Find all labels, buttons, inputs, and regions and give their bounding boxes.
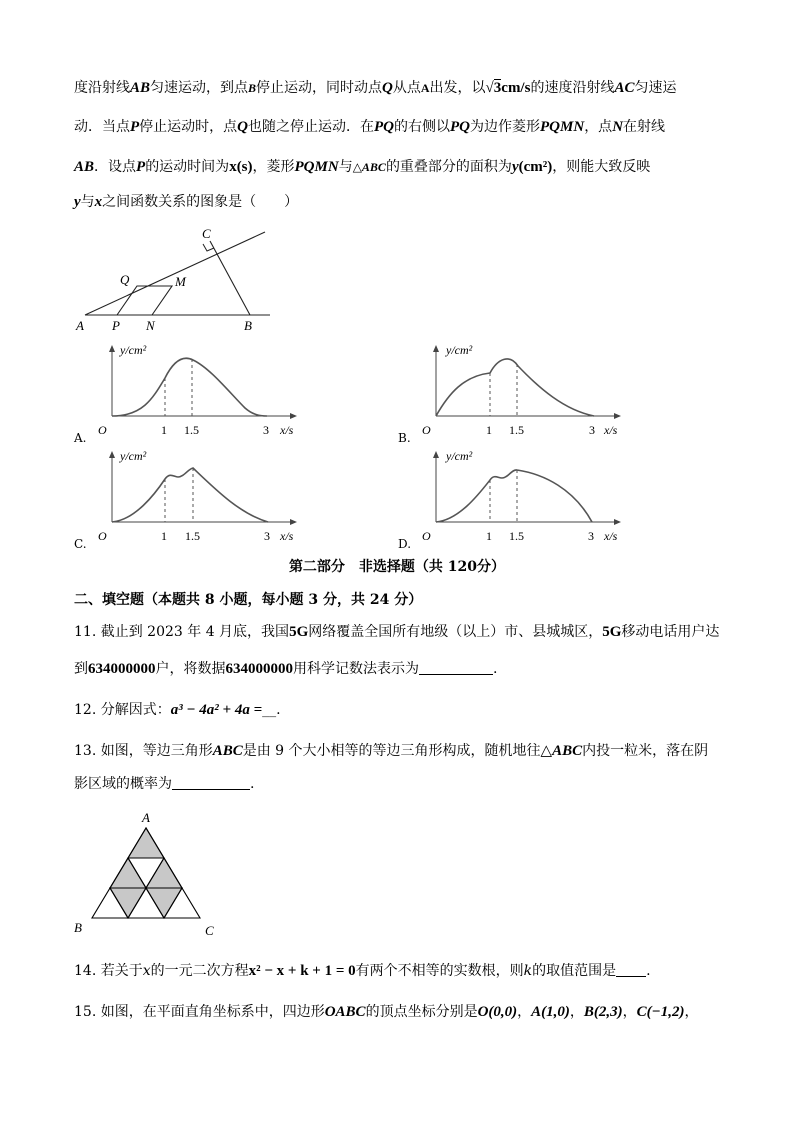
- math-b: B: [248, 81, 257, 95]
- text: ，点: [584, 119, 613, 135]
- answer-blank[interactable]: [419, 660, 493, 675]
- speed-value: √3cm/s: [485, 80, 531, 96]
- graph-option-d: [414, 444, 634, 544]
- text: 内投一粒米，落在阴: [582, 743, 709, 759]
- label-b: B: [74, 920, 82, 935]
- tick-3: 3: [263, 423, 269, 437]
- graph-option-b: [414, 338, 634, 438]
- curve: [112, 358, 267, 416]
- curve: [436, 470, 592, 522]
- y-label: y/cm²: [120, 343, 147, 357]
- text: 户，将数据: [155, 661, 226, 677]
- text: 匀速运动，到点: [150, 80, 249, 96]
- q12-line: [74, 700, 281, 720]
- q15-line: 15. 如图，在平面直角坐标系中，四边形OABC的顶点坐标分别是O(0,0)，A(1,0)，B(2,3)，C(−1,2)，: [74, 1004, 699, 1020]
- tick-1: 1: [161, 529, 167, 543]
- math-ab: AB: [74, 159, 95, 175]
- text: 的一元二次方程: [150, 963, 249, 979]
- y-arrow: [433, 345, 439, 352]
- label-b: B: [244, 318, 252, 333]
- math-y: y: [511, 159, 519, 175]
- q10-line-3: [74, 157, 650, 177]
- question-number: 15.: [74, 1004, 97, 1020]
- tick-3: 3: [264, 529, 270, 543]
- text: 的运动时间为: [145, 159, 230, 175]
- math-q: Q: [237, 119, 249, 135]
- text: 的取值范围是: [532, 963, 617, 979]
- math-abc: ABC: [212, 743, 243, 759]
- x-arrow: [290, 519, 297, 525]
- origin-label: O: [98, 529, 107, 543]
- q13-triangle-figure: [70, 805, 230, 940]
- q11-line-1: [74, 622, 719, 642]
- math-number: 634000000: [225, 661, 293, 677]
- text: 停止运动时，点: [139, 119, 238, 135]
- label-p: P: [112, 318, 120, 333]
- option-d-label[interactable]: D.: [398, 537, 412, 551]
- tick-1.5: 1.5: [184, 423, 199, 437]
- x-label: x/s: [280, 529, 294, 543]
- text: 度沿射线: [74, 80, 130, 96]
- text: .: [250, 776, 255, 792]
- text: 若关于: [100, 963, 143, 979]
- q10-line-1: [74, 78, 676, 98]
- text: 有两个不相等的实数根，则: [355, 963, 524, 979]
- tick-1: 1: [486, 529, 492, 543]
- shaded-triangle: [110, 888, 146, 918]
- answer-blank[interactable]: __.: [262, 702, 281, 718]
- text: 的重叠部分的面积为: [385, 159, 512, 175]
- text: 为边作菱形: [470, 119, 541, 135]
- curve: [436, 359, 594, 416]
- text: ，菱形: [252, 159, 295, 175]
- x-arrow: [614, 413, 621, 419]
- question-number: 12.: [74, 702, 97, 718]
- shaded-triangle: [128, 828, 164, 858]
- curve: [112, 468, 268, 522]
- math-5g: 5G: [602, 624, 622, 640]
- shaded-triangle: [146, 858, 182, 888]
- x-label: x/s: [604, 423, 618, 437]
- point-o: O(0,0): [477, 1004, 518, 1020]
- origin-label: O: [98, 423, 107, 437]
- math-triangle-abc: △ABC: [352, 160, 386, 174]
- text: .: [493, 661, 498, 677]
- shaded-triangle: [146, 888, 182, 918]
- text: 与: [80, 194, 95, 210]
- text: 之间函数关系的图象是（ ）: [102, 194, 299, 210]
- y-arrow: [109, 451, 115, 458]
- point-c: C(−1,2): [636, 1004, 685, 1020]
- sqrt-radicand: 3: [493, 80, 502, 96]
- text: 动．当点: [74, 119, 130, 135]
- text: 如图，等边三角形: [100, 743, 213, 759]
- shaded-triangle: [110, 858, 146, 888]
- math-pq: PQ: [374, 119, 395, 135]
- math-number: 634000000: [88, 661, 156, 677]
- point-b: B(2,3): [583, 1004, 623, 1020]
- label-c: C: [202, 226, 211, 241]
- text: 的顶点坐标分别是: [365, 1004, 478, 1020]
- q10-line-2: [74, 117, 665, 137]
- text: 截止到 2023 年 4 月底，我国: [100, 624, 290, 640]
- y-arrow: [433, 451, 439, 458]
- math-pq: PQ: [450, 119, 471, 135]
- text: 也随之停止运动．在: [248, 119, 375, 135]
- tick-1.5: 1.5: [509, 423, 524, 437]
- text: 停止运动，同时动点: [256, 80, 383, 96]
- text: 匀速运: [634, 80, 677, 96]
- y-label: y/cm²: [446, 343, 473, 357]
- math-x: x: [142, 963, 151, 979]
- x-label: x/s: [604, 529, 618, 543]
- point-a: A(1,0): [531, 1004, 570, 1020]
- tick-3: 3: [588, 529, 594, 543]
- answer-blank[interactable]: [616, 962, 646, 977]
- tick-3: 3: [589, 423, 595, 437]
- label-m: M: [175, 274, 186, 289]
- math-p: P: [130, 119, 140, 135]
- math-cm2: (cm²): [518, 159, 553, 175]
- math-k: k: [523, 963, 533, 979]
- math-xs: x(s): [229, 159, 253, 175]
- part2-title: 第二部分 非选择题（共 120分）: [288, 559, 506, 575]
- text: ，: [684, 1004, 699, 1020]
- segment-bc: [210, 241, 250, 315]
- text: 分解因式：: [100, 702, 171, 718]
- text: 影区域的概率为: [74, 776, 172, 792]
- question-number: 14.: [74, 963, 97, 979]
- text: 移动电话用户达: [621, 624, 720, 640]
- x-arrow: [614, 519, 621, 525]
- text: 用科学记数法表示为: [293, 661, 419, 677]
- text: 网络覆盖全国所有地级（以上）市、县城城区，: [308, 624, 603, 640]
- text: 到: [74, 661, 88, 677]
- math-5g: 5G: [289, 624, 309, 640]
- tick-1: 1: [486, 423, 492, 437]
- text: 的速度沿射线: [530, 80, 615, 96]
- math-x: x: [94, 194, 103, 210]
- text: 的右侧以: [394, 119, 451, 135]
- text: 在射线: [623, 119, 666, 135]
- y-arrow: [109, 345, 115, 352]
- math-equation: x² − x + k + 1 = 0: [248, 963, 356, 979]
- origin-label: O: [422, 423, 431, 437]
- question-number: 13.: [74, 743, 97, 759]
- option-b-label[interactable]: B.: [398, 431, 411, 445]
- origin-label: O: [422, 529, 431, 543]
- text: 从点: [392, 80, 421, 96]
- math-y: y: [74, 194, 81, 210]
- text: 出发，以: [429, 80, 486, 96]
- option-c-label[interactable]: C.: [74, 537, 87, 551]
- q13-line-2: [74, 774, 254, 794]
- speed-unit: cm/s: [501, 80, 531, 96]
- y-label: y/cm²: [446, 449, 473, 463]
- math-pqmn: PQMN: [294, 159, 339, 175]
- q14-line: [74, 961, 651, 981]
- text: ，则能大致反映: [552, 159, 651, 175]
- label-a: A: [142, 810, 150, 825]
- y-label: y/cm²: [120, 449, 147, 463]
- text: .: [646, 963, 651, 979]
- tick-1.5: 1.5: [185, 529, 200, 543]
- math-triangle-abc: △ABC: [540, 743, 583, 759]
- math-q: Q: [382, 80, 393, 96]
- q10-line-4: [74, 192, 298, 212]
- text: 是由 9 个大小相等的等边三角形构成，随机地往: [242, 743, 541, 759]
- text: 如图，在平面直角坐标系中，四边形: [100, 1004, 325, 1020]
- q11-line-2: [74, 659, 497, 679]
- math-p: P: [136, 159, 146, 175]
- math-a: A: [420, 81, 430, 95]
- x-label: x/s: [280, 423, 294, 437]
- math-oabc: OABC: [324, 1004, 366, 1020]
- section2-title: 二、填空题（本题共 8 小题，每小题 3 分，共 24 分）: [74, 592, 423, 608]
- x-arrow: [290, 413, 297, 419]
- label-q: Q: [120, 272, 130, 287]
- label-a: A: [76, 318, 84, 333]
- answer-blank[interactable]: [172, 775, 250, 790]
- question-number: 11.: [74, 624, 97, 640]
- math-ab: AB: [130, 80, 151, 96]
- q13-line-1: [74, 741, 708, 761]
- label-c: C: [205, 923, 214, 938]
- graph-option-c: [90, 444, 310, 544]
- option-a-label[interactable]: A.: [74, 431, 87, 445]
- rhombus-pqmn: [117, 286, 172, 315]
- tick-1.5: 1.5: [509, 529, 524, 543]
- math-n: N: [612, 119, 624, 135]
- text: ．设点: [94, 159, 137, 175]
- label-n: N: [146, 318, 155, 333]
- math-ac: AC: [614, 80, 635, 96]
- math-expression: a³ − 4a² + 4a =: [170, 702, 263, 718]
- graph-option-a: [90, 338, 310, 438]
- text: 与: [338, 159, 353, 175]
- q10-triangle-figure: [70, 220, 280, 335]
- tick-1: 1: [161, 423, 167, 437]
- math-pqmn: PQMN: [540, 119, 585, 135]
